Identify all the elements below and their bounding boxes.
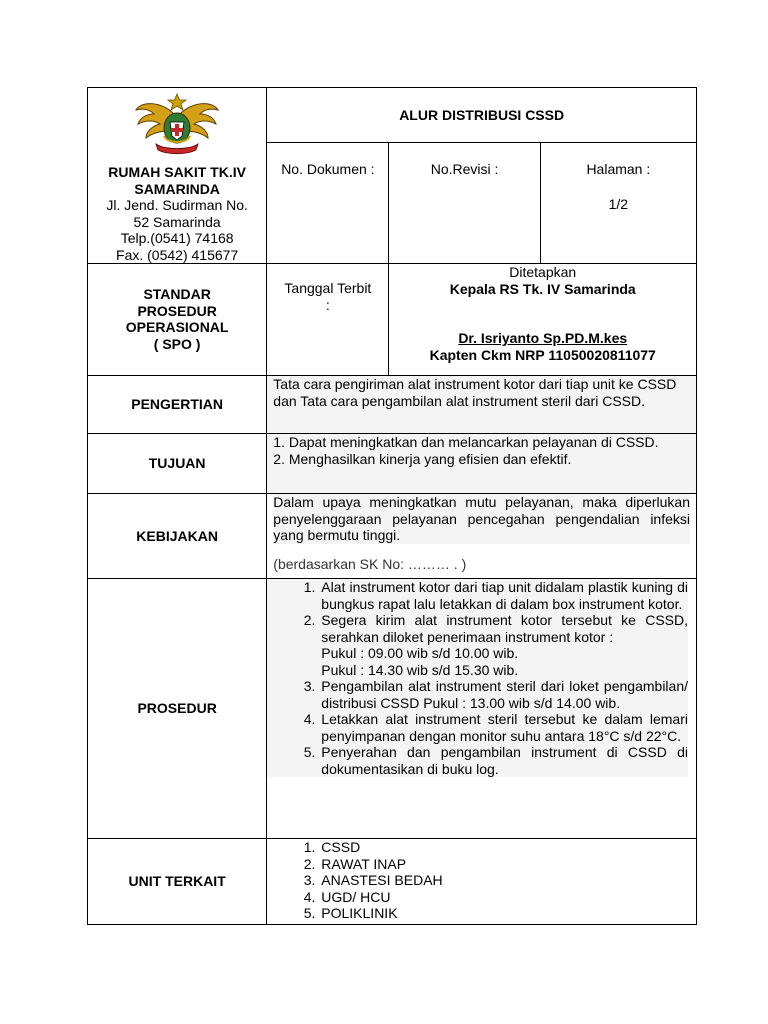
institution-cell — [88, 88, 267, 264]
spo-label-cell — [88, 264, 267, 376]
prosedur-content — [267, 579, 697, 839]
pengertian-line1: Tata cara pengiriman alat instrument kotor dari tiap unit ke CSSD — [273, 376, 677, 392]
ditetapkan-label: Ditetapkan — [509, 264, 577, 280]
kebijakan-content — [267, 494, 697, 579]
signer-rank: Kapten Ckm NRP 11050020811077 — [429, 346, 656, 363]
tanggal-terbit-cell — [267, 264, 389, 376]
pengertian-label: PENGERTIAN — [88, 376, 267, 434]
unit-terkait-label: UNIT TERKAIT — [88, 839, 267, 925]
halaman-cell — [540, 143, 696, 264]
unit-item: 1. CSSD — [319, 839, 696, 856]
pengertian-line2: dan Tata cara pengambilan alat instrument steril dari CSSD. — [273, 392, 645, 409]
no-dokumen-label: No. Dokumen : — [267, 143, 389, 264]
spo-label-line4: ( SPO ) — [153, 335, 201, 352]
institution-address-line1: Jl. Jend. Sudirman No. — [106, 197, 248, 213]
tanggal-terbit-label: Tanggal Terbit — [284, 280, 372, 296]
pengertian-content — [267, 376, 697, 434]
unit-terkait-content — [267, 839, 697, 925]
spo-label-line3: OPERASIONAL — [125, 319, 229, 335]
unit-item: 2. RAWAT INAP — [319, 856, 696, 873]
tujuan-line2: 2. Menghasilkan kinerja yang efisien dan efektif. — [273, 450, 572, 467]
prosedur-item: 5. Penyerahan dan pengambilan instrument di CSSD di dokumentasikan di buku log. — [319, 744, 688, 777]
prosedur-time-1: Pukul : 09.00 wib s/d 10.00 wib. — [321, 645, 519, 661]
prosedur-list — [267, 579, 688, 777]
unit-item: 3. ANASTESI BEDAH — [319, 872, 696, 889]
prosedur-item: 1. Alat instrument kotor dari tiap unit didalam plastik kuning di bungkus rapat lalu letakkan di dalam box instrument kotor. — [319, 579, 688, 612]
document-title: ALUR DISTRIBUSI CSSD — [267, 88, 697, 143]
spo-document — [87, 87, 697, 925]
approval-cell — [389, 264, 697, 376]
prosedur-item: 4. Letakkan alat instrument steril tersebut ke dalam lemari penyimpanan dengan monitor suhu antara 18°C s/d 22°C. — [319, 711, 688, 744]
prosedur-label: PROSEDUR — [88, 579, 267, 839]
prosedur-item: 3. Pengambilan alat instrument steril dari loket pengambilan/ distribusi CSSD Pukul : 13.00 wib s/d 14.00 wib. — [319, 678, 688, 711]
tujuan-label: TUJUAN — [88, 434, 267, 494]
spo-label-line2: PROSEDUR — [137, 302, 217, 319]
institution-name-line1: RUMAH SAKIT TK.IV — [108, 164, 246, 180]
approver-title: Kepala RS Tk. IV Samarinda — [449, 280, 636, 297]
kebijakan-sk: (berdasarkan SK No: ……… . ) — [273, 555, 467, 572]
hospital-emblem-icon — [134, 92, 220, 158]
prosedur-item-2-text: Segera kirim alat instrument kotor tersebut ke CSSD, serahkan diloket penerimaan instrument kotor : — [321, 612, 688, 645]
unit-terkait-list — [267, 839, 696, 922]
spo-table — [87, 87, 697, 925]
no-revisi-label: No.Revisi : — [389, 143, 540, 264]
tujuan-content — [267, 434, 697, 494]
tanggal-terbit-colon: : — [325, 296, 330, 313]
spo-label-line1: STANDAR — [143, 286, 211, 302]
prosedur-time-2: Pukul : 14.30 wib s/d 15.30 wib. — [321, 661, 519, 678]
halaman-label: Halaman : — [586, 161, 651, 178]
tujuan-line1: 1. Dapat meningkatkan dan melancarkan pelayanan di CSSD. — [273, 434, 659, 450]
unit-item: 4. UGD/ HCU — [319, 889, 696, 906]
institution-address-line2: 52 Samarinda — [133, 213, 221, 230]
signer-name: Dr. Isriyanto Sp.PD.M.kes — [458, 330, 628, 346]
prosedur-item — [319, 612, 688, 678]
unit-item: 5. POLIKLINIK — [319, 905, 696, 922]
kebijakan-label: KEBIJAKAN — [88, 494, 267, 579]
institution-phone: Telp.(0541) 74168 — [120, 230, 234, 246]
halaman-value: 1/2 — [608, 195, 629, 212]
kebijakan-text: Dalam upaya meningkatkan mutu pelayanan, maka diperlukan penyelenggaraan pelayanan pencegahan pengendalian infeksi yang bermutu tinggi. — [273, 494, 690, 543]
institution-name-line2: SAMARINDA — [134, 180, 220, 197]
institution-fax: Fax. (0542) 415677 — [116, 246, 239, 263]
